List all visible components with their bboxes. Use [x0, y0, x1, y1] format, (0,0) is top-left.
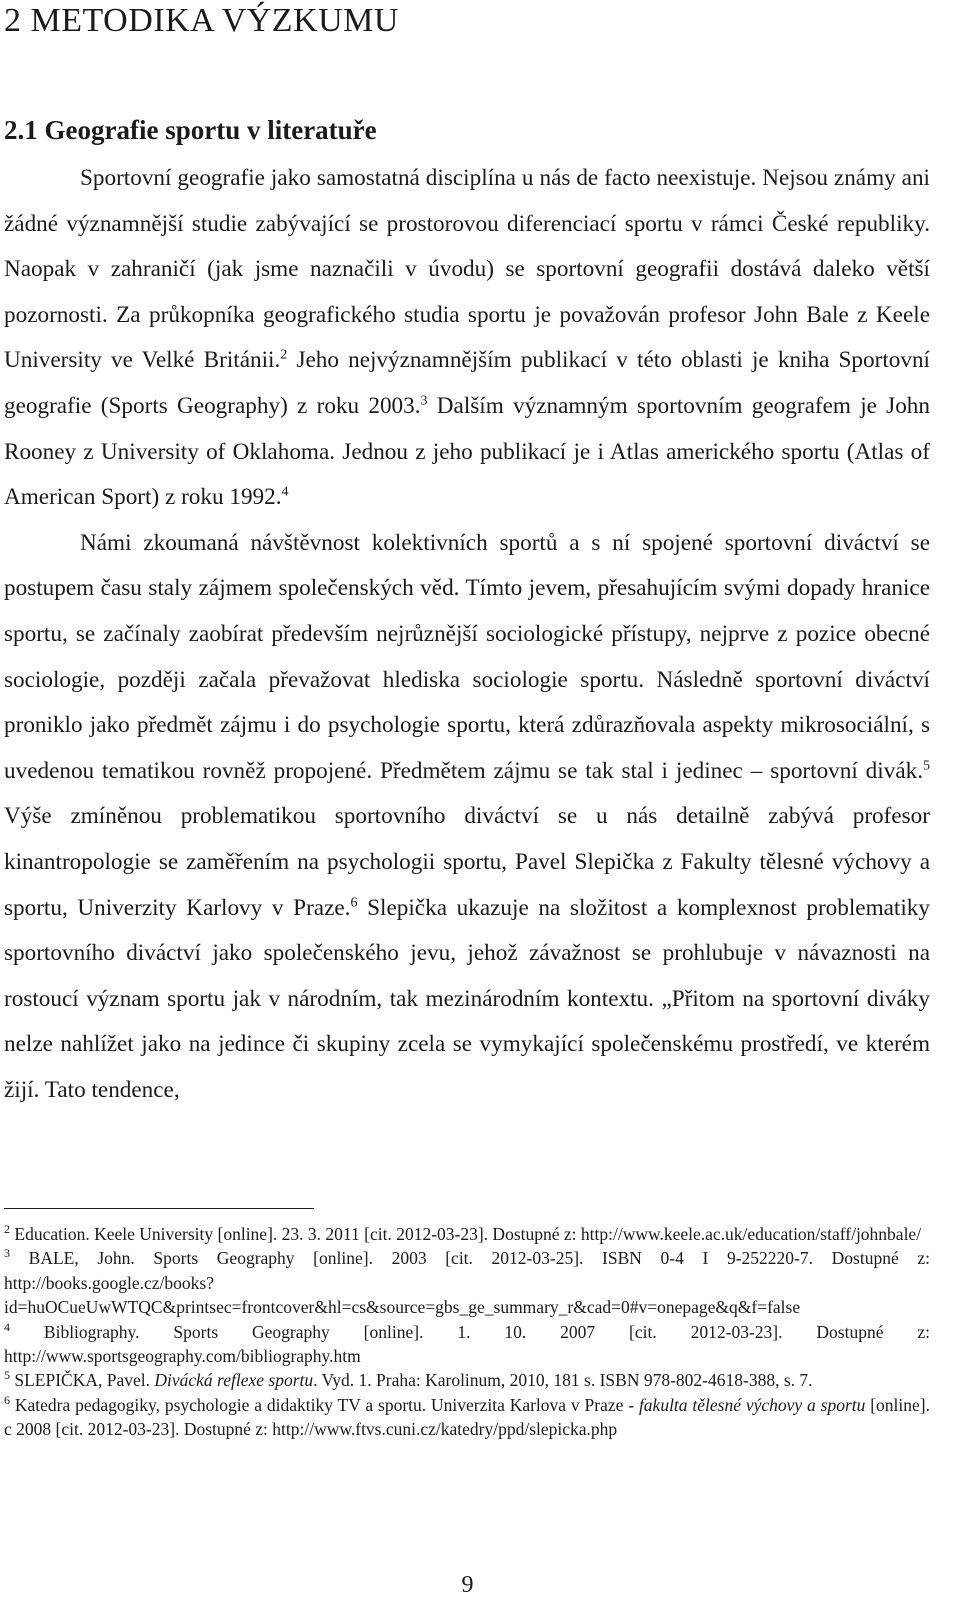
- footnote-2: $^2$ Education. Keele University [online]. 23. 3. 2011 [cit. 2012-03-23]. Dostupné z: http://www.keele.ac.uk/education/staff/johnbale/: [4, 1222, 922, 1244]
- footnotes: [4, 1222, 930, 1442]
- section-title: 2.1 Geografie sportu v literatuře: [4, 115, 377, 145]
- footnote-ref[interactable]: 2: [280, 347, 288, 363]
- chapter-title: 2 METODIKA VÝZKUMU: [4, 2, 399, 39]
- footnote-4: $^4$ Bibliography. Sports Geography [online]. 1. 10. 2007 [cit. 2012-03-23]. Dostupné z: http://www.sportsgeography.com/bibliography.htm: [4, 1319, 931, 1367]
- footnote-6: $^6$ Katedra pedagogiky, psychologie a didaktiky TV a sportu. Univerzita Karlova v Praze - fakulta tělesné výchovy a sportu [online]. c 2008 [cit. 2012-03-23]. Dostupné z: http://www.ftvs.cuni.cz/katedry/ppd/slepicka.php: [4, 1393, 931, 1440]
- footnote-ref[interactable]: 4: [281, 484, 289, 500]
- footnote-ref[interactable]: 3: [420, 393, 428, 409]
- paragraph-1: Sportovní geografie jako samostatná disciplína u nás de facto neexistuje. Nejsou známy ani žádné významnější studie zabývající se prostorovou diferenciací sportu v rámci České republiky. Naopak v zahraničí (jak jsme naznačili v úvodu) se sportovní geografii dostává daleko větší pozornosti. Za průkopníka geografického studia sportu je považován profesor John Bale z Keele University ve Velké Británii.$^2$ Jeho nejvýznamnějším publikací v této oblasti je kniha Sportovní geografie (Sports Geography) z roku 2003.$^3$ Dalším významným sportovním geografem je John Rooney z University of Oklahoma. Jednou z jeho publikací je i Atlas amerického sportu (Atlas of American Sport) z roku 1992.$^4$: [4, 165, 930, 511]
- footnote-ref[interactable]: 5: [923, 757, 930, 773]
- page-number: 9: [461, 1572, 474, 1598]
- footnote-ref[interactable]: 6: [350, 894, 358, 910]
- footnote-5: $^5$ SLEPIČKA, Pavel. Divácká reflexe sportu. Vyd. 1. Praha: Karolinum, 2010, 181 s. ISBN 978-802-4618-388, s. 7.: [4, 1368, 813, 1391]
- body-text: [4, 156, 930, 1113]
- paragraph-2: Námi zkoumaná návštěvnost kolektivních sportů a s ní spojené sportovní diváctví se postupem času staly zájmem společenských věd. Tímto jevem, přesahujícím svými dopady hranice sportu, se začínaly zaobírat především nejrůznější sociologické přístupy, nejprve z pozice obecné sociologie, později začala převažovat hlediska sociologie sportu. Následně sportovní diváctví proniklo jako předmět zájmu i do psychologie sportu, která zdůrazňovala aspekty mikrosociální, s uvedenou tematikou rovněž propojené. Předmětem zájmu se tak stal i jedinec – sportovní divák.$^5$ Výše zmíněnou problematikou sportovního diváctví se u nás detailně zabývá profesor kinantropologie se zaměřením na psychologii sportu, Pavel Slepička z Fakulty tělesné výchovy a sportu, Univerzity Karlovy v Praze.$^6$ Slepička ukazuje na složitost a komplexnost problematiky sportovního diváctví jako společenského jevu, jehož závažnost se prohlubuje v návaznosti na rostoucí význam sportu jak v národním, tak mezinárodním kontextu. „Přitom na sportovní diváky nelze nahlížet jako na jedince či skupiny zcela se vymykající společenskému prostředí, ve kterém žijí. Tato tendence,: [4, 529, 930, 1103]
- footnote-3: $^3$ BALE, John. Sports Geography [online]. 2003 [cit. 2012-03-25]. ISBN 0-4 I 9-252220-7. Dostupné z: http://books.google.cz/books?id=huOCueUwWTQC&printsec=frontcover&hl=cs&source=gbs_ge_summary_r&cad=0#v=onepage&q&f=false: [4, 1246, 930, 1318]
- footnote-divider: [4, 1208, 314, 1209]
